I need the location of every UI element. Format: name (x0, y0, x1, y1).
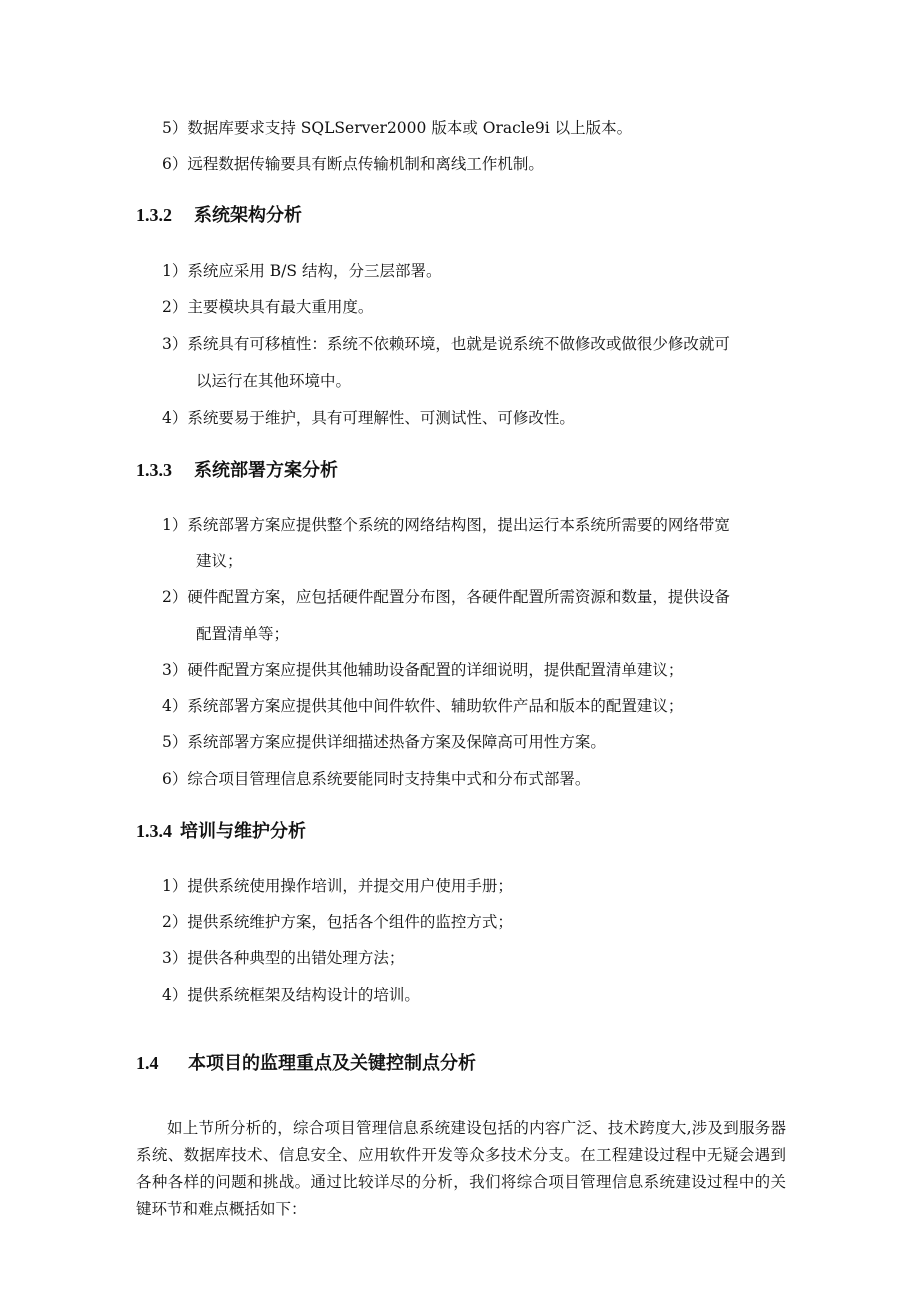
section-title: 本项目的监理重点及关键控制点分析 (188, 1053, 476, 1074)
section-number: 1.3.3 (136, 460, 172, 480)
section-number: 1.4 (136, 1053, 159, 1073)
list-item: 6）综合项目管理信息系统要能同时支持集中式和分布式部署。 (162, 770, 591, 788)
section-heading-1-3-4 (136, 819, 306, 844)
list-item: 5）系统部署方案应提供详细描述热备方案及保障高可用性方案。 (162, 733, 606, 751)
list-item: 3）硬件配置方案应提供其他辅助设备配置的详细说明，提供配置清单建议； (162, 661, 684, 679)
section-heading-1-3-2 (136, 203, 302, 228)
list-item-continuation: 配置清单等； (196, 625, 290, 643)
list-item: 1）提供系统使用操作培训，并提交用户使用手册； (162, 877, 513, 895)
section-number: 1.3.2 (136, 205, 172, 225)
list-item: 3）提供各种典型的出错处理方法； (162, 949, 405, 967)
list-item: 3）系统具有可移植性：系统不依赖环境，也就是说系统不做修改或做很少修改就可 (162, 335, 730, 353)
list-item: 4）提供系统框架及结构设计的培训。 (162, 986, 420, 1004)
list-item: 2）主要模块具有最大重用度。 (162, 298, 374, 316)
section-heading-1-4 (136, 1051, 476, 1076)
body-paragraph: 如上节所分析的，综合项目管理信息系统建设包括的内容广泛、技术跨度大,涉及到服务器系统、数据库技术、信息安全、应用软件开发等众多技术分支。在工程建设过程中无疑会遇到各种各样的问题和挑战。通过比较详尽的分析，我们将综合项目管理信息系统建设过程中的关键环节和难点概括如下： (136, 1119, 786, 1218)
section-title: 系统架构分析 (194, 205, 302, 226)
list-item-continuation: 建议； (196, 552, 243, 570)
list-item: 1）系统应采用 B/S 结构，分三层部署。 (162, 262, 442, 280)
list-item: 1）系统部署方案应提供整个系统的网络结构图，提出运行本系统所需要的网络带宽 (162, 516, 730, 534)
section-title: 培训与维护分析 (180, 821, 306, 842)
list-item-continuation: 以运行在其他环境中。 (196, 372, 352, 390)
section-heading-1-3-3 (136, 458, 338, 483)
list-item: 4）系统要易于维护，具有可理解性、可测试性、可修改性。 (162, 409, 575, 427)
section-number: 1.3.4 (136, 821, 172, 841)
section-title: 系统部署方案分析 (194, 460, 338, 481)
list-item: 5）数据库要求支持 SQLServer2000 版本或 Oracle9i 以上版本。 (162, 119, 633, 137)
list-item: 4）系统部署方案应提供其他中间件软件、辅助软件产品和版本的配置建议； (162, 697, 684, 715)
list-item: 2）提供系统维护方案，包括各个组件的监控方式； (162, 913, 513, 931)
list-item: 6）远程数据传输要具有断点传输机制和离线工作机制。 (162, 155, 544, 173)
list-item: 2）硬件配置方案，应包括硬件配置分布图，各硬件配置所需资源和数量，提供设备 (162, 588, 730, 606)
